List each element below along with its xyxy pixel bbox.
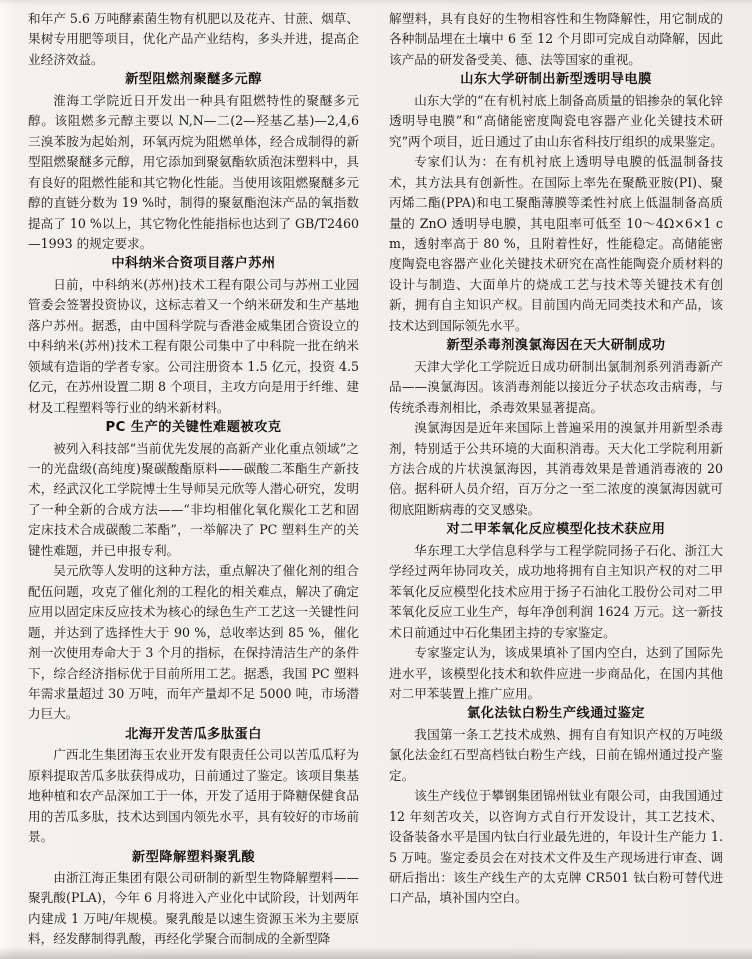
article-paragraph: 华东理工大学信息科学与工程学院同扬子石化、浙江大学经过两年协同攻关，成功地将拥有自主知识产权的对二甲苯氧化反应模型化技术应用于扬子石油化工股份公司对二甲苯氧化反应工业生产，每年净创利润 1624 万元。这一新技术日前通过中石化集团主持的专家鉴定。: [389, 542, 723, 640]
article-paragraph: 由浙江海正集团有限公司研制的新型生物降解塑料——聚乳酸(PLA)，今年 6 月将进入产业化中试阶段，计划两年内建成 1 万吨/年规模。聚乳酸是以速生资源玉米为主要原料，经发酵制得乳酸，再经化学聚合而制成的全新型降: [28, 870, 359, 947]
article-paragraph: 广西北生集团海玉农业开发有限责任公司以苦瓜瓜籽为原料提取苦瓜多肽获得成功，日前通过了鉴定。该项目集基地种植和农产品深加工于一体，开发了适用于降糖保健食品用的苦瓜多肽，技术达到国内领先水平，具有较好的市场前景。: [28, 747, 359, 845]
article-paragraph: 吴元欣等人发明的这种方法，重点解决了催化剂的组合配伍问题，攻克了催化剂的工程化的相关难点，解决了确定应用以固定床反应技术为核心的绿色生产工艺这一关键性问题，并达到了选择性大于 90 %，总收率达到 85 %，催化剂一次使用寿命大于 3 个月的指标，在保持清洁生产的条件下，综合经济指标优于目前所用工艺。据悉，我国 PC 塑料年需求量超过 30 万吨，而年产量却不足 5000 吨，市场潜力巨大。: [28, 563, 359, 722]
article-paragraph: 专家鉴定认为，该成果填补了国内空白，达到了国际先进水平，该模型化技术和软件应进一步商品化，在国内其他对二甲苯装置上推广应用。: [389, 645, 723, 701]
article-heading: PC 生产的关键性难题被攻克: [105, 420, 282, 436]
article-heading: 中科纳米合资项目落户苏州: [111, 256, 276, 272]
article-heading: 北海开发苦瓜多肽蛋白: [125, 726, 262, 742]
article-paragraph: 解塑料，具有良好的生物相容性和生物降解性，用它制成的各种制品埋在土壤中 6 至 12 个月即可完成自动降解，因此该产品的研发备受美、德、法等国家的重视。: [389, 11, 723, 67]
article-paragraph: 专家们认为：在有机衬底上透明导电膜的低温制备技术，其方法具有创新性。在国际上率先在聚酰亚胺(PI)、聚丙烯二酯(PPA)和电工聚酯薄膜等柔性衬底上低温制备高质量的 ZnO 透明导电膜，其电阻率可低至 10～4Ω×6×1 cm，透射率高于 80 %，且附着性好，性能稳定。高储能密度陶瓷电容器产业化关键技术研究在高性能陶瓷介质材料的设计与制造、大面单片的烧成工艺与技术等关键技术有创新，拥有自主知识产权。目前国内尚无同类技术和产品，该技术达到国际领先水平。: [389, 154, 723, 333]
article-paragraph: 溴氯海因是近年来国际上普遍采用的溴氯并用新型杀毒剂，特别适于公共环境的大面积消毒。天大化工学院利用新方法合成的片状溴氯海因，其消毒效果是普通消毒液的 20 倍。据科研人员介绍，百万分之一至二浓度的溴氯海因就可彻底阻断病毒的交叉感染。: [389, 420, 723, 517]
article-paragraph: 天津大学化工学院近日成功研制出氯制剂系列消毒新产品——溴氯海因。该消毒剂能以接近分子状态攻击病毒，与传统杀毒剂相比，杀毒效果显著提高。: [389, 358, 723, 415]
article-heading: 新型阻燃剂聚醚多元醇: [125, 72, 262, 88]
article-paragraph: 日前，中科纳米(苏州)技术工程有限公司与苏州工业园管委会签署投资协议，这标志着又一个纳米研发和生产基地落户苏州。据悉，由中国科学院与香港金威集团合资设立的中科纳米(苏州)技术工程有限公司集中了中科院一批在纳米领域有造诣的学者专家。公司注册资本 1.5 亿元，投资 4.5 亿元，在苏州设置二期 8 个项目，主攻方向是用于纤维、建材及工程塑料等行业的纳米新材料。: [28, 276, 359, 415]
article-heading: 新型杀毒剂溴氯海因在天大研制成功: [446, 338, 666, 354]
scan-edge-shading-top: [0, 0, 752, 6]
article-paragraph: 被列入科技部“当前优先发展的高新产业化重点领域”之一的光盘级(高纯度)聚碳酸酯原料——碳酸二苯酯生产新技术，经武汉化工学院博士生导师吴元欣等人潜心研究，发明了一种全新的合成方法——“非均相催化氧化羰化工艺和固定床技术合成碳酸二苯酯”，一举解决了 PC 塑料生产的关键性难题，并已申报专利。: [28, 440, 359, 558]
article-heading: 氯化法钛白粉生产线通过鉴定: [467, 706, 645, 722]
article-paragraph: 和年产 5.6 万吨酵素菌生物有机肥以及花卉、甘蔗、烟草、果树专用肥等项目，优化产品产业结构，多头并进，提高企业经济效益。: [28, 11, 359, 67]
article-heading: 对二甲苯氧化反应模型化技术获应用: [446, 522, 666, 538]
article-paragraph: 我国第一条工艺技术成熟、拥有自有知识产权的万吨级氯化法金红石型高档钛白粉生产线，日前在锦州通过投产鉴定。: [389, 726, 723, 783]
article-heading: 山东大学研制出新型透明导电膜: [460, 72, 652, 88]
text-column-left: [28, 9, 359, 950]
text-column-right: [389, 9, 723, 909]
article-paragraph: 山东大学的“在有机衬底上制备高质量的铝掺杂的氧化锌透明导电膜”和“高储能密度陶瓷电容器产业化关键技术研究”两个项目，近日通过了由山东省科技厅组织的成果鉴定。: [389, 92, 723, 149]
article-paragraph: 该生产线位于攀钢集团锦州钛业有限公司，由我国通过 12 年刻苦攻关，以咨询方式自行开发设计，其工艺技术、设备装备水平是国内钛白行业最先进的，年设计生产能力 1.5 万吨。鉴定委员会在对技术文件及生产现场进行审查、调研后指出：该生产线生产的太克牌 CR501 钛白粉可替代进口产品，填补国内空白。: [389, 788, 723, 906]
article-heading: 新型降解塑料聚乳酸: [131, 849, 256, 865]
article-paragraph: 淮海工学院近日开发出一种具有阻燃特性的聚醚多元醇。该阻燃多元醇主要以 N,N—二(2—羟基乙基)—2,4,6 三溴苯胺为起始剂，环氧丙烷为阻燃单体，经合成制得的新型阻燃聚醚多元醇，用它添加到聚氨酯软质泡沫塑料中，具有良好的阻燃性能和其它物化性能。当使用该阻燃聚醚多元醇的直链分数为 19 %时，制得的聚氨酯泡沫产品的氧指数提高了 10 %以上，其它物化性能指标也达到了 GB/T2460—1993 的规定要求。: [28, 92, 359, 251]
